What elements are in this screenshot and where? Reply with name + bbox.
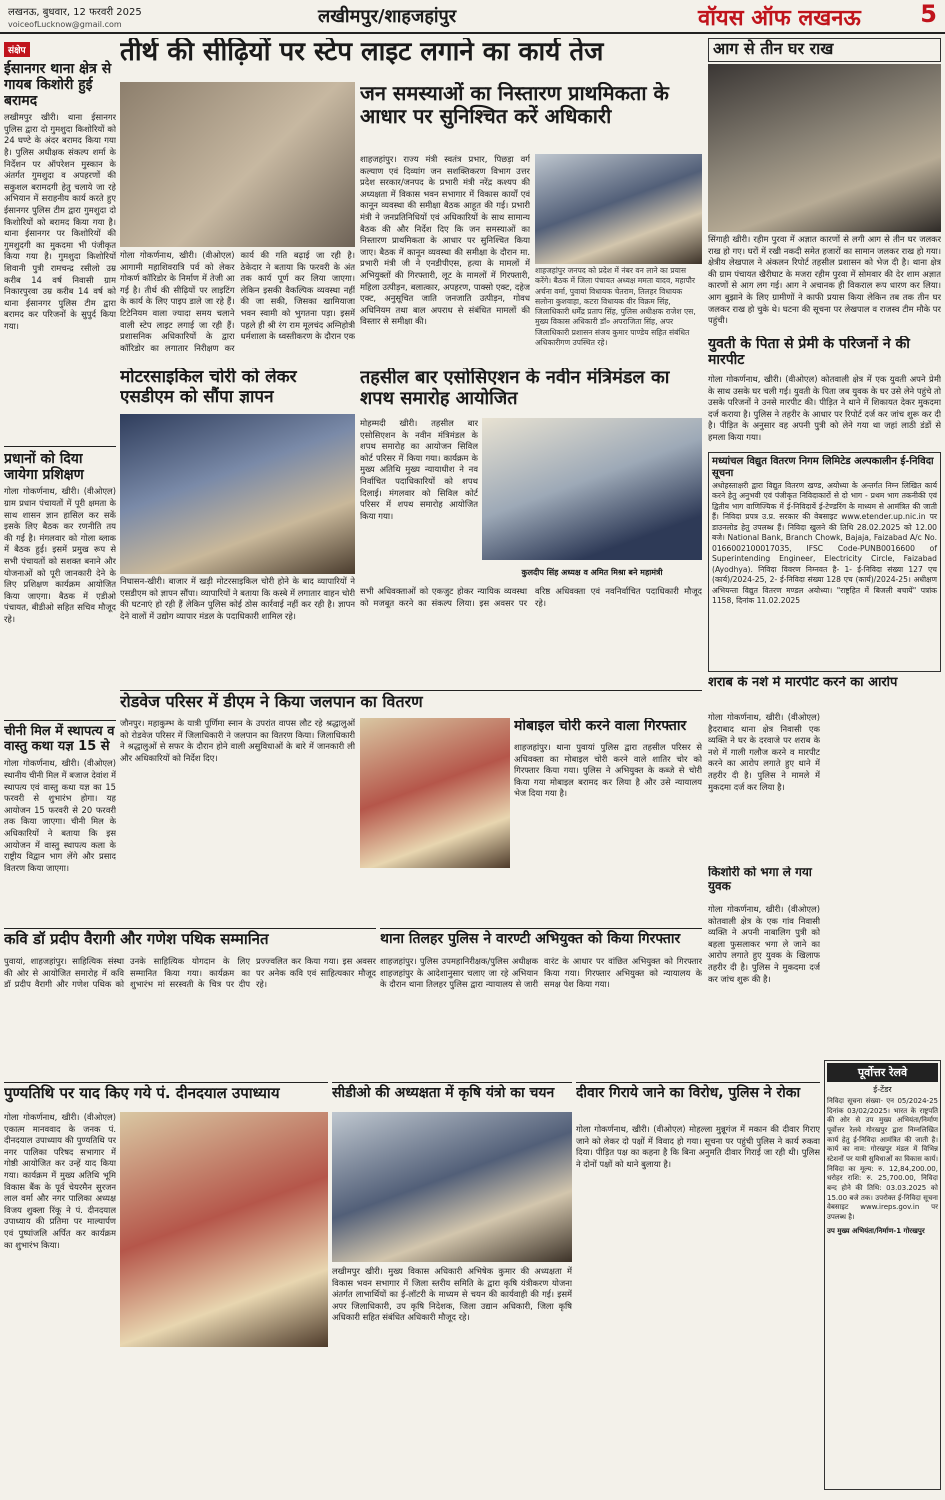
deendayal-headline-wrap: [4, 1082, 328, 1110]
railway-subtitle: ई-टेंडर: [873, 1085, 892, 1094]
samasya-body: शाहजहांपुर। राज्य मंत्री स्वतंत्र प्रभार, पिछड़ा वर्ग कल्याण एवं दिव्यांग जन सशक्तिकरण विभाग उत्तर प्रदेश सरकार/जनपद के प्रभारी मंत्री नरेंद्र कश्यप की अध्यक्षता में विकास भवन सभागार में विकास कार्यों एवं कानून व्यवस्था की समीक्षा बैठक आहूत की गई। प्रभारी मंत्री ने जनप्रतिनिधियों एवं अधिकारियों के साथ सामान्य बैठक की और निर्देश दिए कि जन समस्याओं का निस्तारण प्राथमिकता के आधार पर सुनिश्चित किया जाए। बैठक में कानून व्यवस्था की समीक्षा के दौरान मा. प्रभारी मंत्री जी ने एनडीपीएस, हत्या के मामलों में अभियुक्तों की गिरफ्तारी, लूट के मामलों में गिरफ्तारी, महिला उत्पीड़न, बलात्कार, अपहरण, पाक्सो एक्ट, दहेज एक्ट, अनुसूचित जाति जनजाति उत्पीड़न, गोवध अधिनियम तथा बाल अपराध से संबंधित मामलों की विस्तार से समीक्षा की।: [360, 154, 530, 327]
youth-headline: युवती के पिता से प्रेमी के परिजनों ने की मारपीट: [708, 336, 910, 369]
railway-footer: उप मुख्य अभियंता/निर्माण-1 गोरखपुर: [827, 1226, 925, 1235]
deewar-body: गोला गोकर्णनाथ, खीरी। (वीओएल) मोहल्ला मुन्नूगंज में मकान की दीवार गिराए जाने को लेकर दो पक्षों में विवाद हो गया। सूचना पर पहुंची पुलिस ने कार्य रुकवा दिया। पीड़ित पक्ष का कहना है कि बिना अनुमति दीवार गिराई जा रही थी। पुलिस ने दोनों पक्षों को थाने बुलाया है।: [576, 1124, 820, 1169]
brief-1-body: लखीमपुर खीरी। थाना ईसानगर पुलिस द्वारा दो गुमशुदा किशोरियों को 24 घण्टे के अंदर बरामद किया गया है। पुलिस अधीक्षक संकल्प शर्मा के निर्देशन पर ऑपरेशन मुस्कान के अंतर्गत गुमशुदा व अपहरणों की सकुशल बरामदगी हेतु चलाये जा रहे अभियान में सराहनीय कार्य करते हुए ईसानगर पुलिस टीम द्वारा गुमशुदा दो किशोरियों को बरामद किया गया है। थाना ईसानगर पर किशोरियों की गुमशुदगी का मुकदमा भी पंजीकृत किया गया है। गुमशुदा किशोरियों शिवानी पुत्री रामचन्द्र रसीलो उम्र करीब 14 वर्ष निवासी ग्राम निकारपुरवा उम्र करीब 14 वर्ष को थाना ईसानगर पुलिस टीम द्वारा बरामद कर परिजनों के सुपुर्द किया गया।: [4, 112, 116, 331]
sharab-headline-wrap: [708, 676, 941, 710]
samasya-caption: शाहजहांपुर जनपद को प्रदेश में नंबर वन लाने का प्रयास करेंगे। बैठक में जिला पंचायत अध्यक्ष ममता यादव, महापौर अर्चना वर्मा, पुवायां विधायक चेतराम, तिलहर विधायक सलोना कुशवाहा, कटरा विधायक वीर विक्रम सिंह, जिलाधिकारी धर्मेंद्र प्रताप सिंह, पुलिस अधीक्षक राजेश एस, मुख्य विकास अधिकारी डॉ० अपराजिता सिंह, अपर जिलाधिकारी प्रशासन संजय कुमार पाण्डेय सहित संबंधित अधिकारीगण उपस्थित रहे।: [535, 266, 696, 347]
tender-title: मध्यांचल विद्युत वितरण निगम लिमिटेड अल्पकालीन ई-निविदा सूचना: [712, 456, 934, 479]
motorcycle-headline-wrap: [120, 368, 355, 412]
sharab-headline: शराब के नशे में मारपीट करने का आरोप: [708, 676, 898, 690]
briefs-column: [4, 38, 116, 1038]
roadways-headline: रोडवेज परिसर में डीएम ने किया जलपान का वितरण: [120, 692, 423, 711]
fire-photo: [708, 64, 941, 232]
tilhar-body: शाहजहांपुर। पुलिस उपमहानिरीक्षक/पुलिस अधीक्षक शाहजहांपुर के आदेशानुसार चलाए जा रहे अभियान के दौरान थाना तिलहर पुलिस द्वारा न्यायालय से जारी वारंट के आधार पर वांछित अभियुक्त को गिरफ्तार किया गया। गिरफ्तार अभियुक्त को न्यायालय के समक्ष पेश किया गया।: [380, 956, 702, 990]
lead-story-headline: तीर्थ की सीढ़ियों पर स्टेप लाइट लगाने का कार्य तेज: [120, 38, 604, 67]
tehsil-caption-wrap: [482, 560, 702, 584]
railway-title: पूर्वोत्तर रेलवे: [827, 1063, 938, 1082]
kishori-body: गोला गोकर्णनाथ, खीरी। (वीओएल) कोतवाली क्षेत्र के एक गांव निवासी व्यक्ति ने अपनी नाबालिग पुत्री को बहला फुसलाकर भगा ले जाने का आरोप लगाते हुए युवक के खिलाफ तहरीर दी है। पुलिस ने मुकदमा दर्ज कर जांच शुरू की है।: [708, 904, 820, 984]
deendayal-body: गोला गोकर्णनाथ, खीरी। (वीओएल) एकात्म मानववाद के जनक पं. दीनदयाल उपाध्याय की पुण्यतिथि पर नगर पालिका परिषद सभागार में गोष्ठी आयोजित कर उन्हें याद किया गया। कार्यक्रम में मुख्य अतिथि भूमि विकास बैंक के पूर्व चेयरमैन सुरजन लाल वर्मा और नगर पालिका अध्यक्ष विजय शुक्ला रिंकू ने पं. दीनदयाल उपाध्याय की प्रतिमा पर माल्यार्पण एवं पुष्पांजलि अर्पित कर कार्यक्रम का शुभारंभ किया।: [4, 1112, 116, 1250]
section-title: लखीमपुर/शाहजहांपुर: [318, 6, 457, 27]
tehsil-headline: तहसील बार एसोसिएशन के नवीन मंत्रिमंडल का शपथ समारोह आयोजित: [360, 368, 670, 409]
cdo-headline-wrap: [332, 1082, 572, 1110]
tehsil-photo: [482, 418, 702, 560]
tehsil-body-2: सभी अधिवक्ताओं को एकजुट होकर न्यायिक व्यवस्था को मजबूत करने का संकल्प लिया। इस अवसर पर वरिष्ठ अधिवक्ता एवं नवनिर्वाचित पदाधिकारी मौजूद रहे।: [360, 586, 702, 608]
samasya-headline: जन समस्याओं का निस्तारण प्राथमिकता के आधार पर सुनिश्चित करें अधिकारी: [360, 82, 669, 128]
samasya-headline-wrap: [360, 82, 700, 152]
roadways-photo: [360, 718, 510, 868]
tehsil-body: मोहम्मदी खीरी। तहसील बार एसोसिएशन के नवीन मंत्रिमंडल के शपथ समारोह का आयोजन सिविल कोर्ट परिसर में किया गया। कार्यक्रम के मुख्य अतिथि मुख्य न्यायाधीश ने नव निर्वाचित पदाधिकारियों को शपथ दिलाई। मंगलवार को सिविल कोर्ट परिसर में शपथ समारोह आयोजित किया गया।: [360, 418, 478, 521]
mobile-body: शाहजहांपुर। थाना पुवायां पुलिस द्वारा तहसील परिसर से अधिवक्ता का मोबाइल चोरी करने वाले शातिर चोर को गिरफ्तार किया गया। पुलिस ने अभियुक्त के कब्जे से चोरी किया गया मोबाइल बरामद कर लिया है और उसे न्यायालय भेज दिया गया है।: [514, 742, 702, 799]
railway-notice: [824, 1060, 941, 1490]
deendayal-photo: [120, 1112, 328, 1347]
brand-logo: वॉयस ऑफ लखनऊ: [698, 6, 861, 31]
cdo-body: लखीमपुर खीरी। मुख्य विकास अधिकारी अभिषेक कुमार की अध्यक्षता में विकास भवन सभागार में जिला स्तरीय समिति के द्वारा कृषि यंत्रीकरण योजना अंतर्गत लाभार्थियों का ई-लॉटरी के माध्यम से चयन की कार्यवाही की गई। इसमें अपर जिलाधिकारी, उप कृषि निदेशक, जिला उद्यान अधिकारी, जिला कृषि अधिकारी सहित संबंधित अधिकारी मौजूद रहे।: [332, 1266, 572, 1323]
railway-body: निविदा सूचना संख्या- एन 05/2024-25 दिनांक 03/02/2025। भारत के राष्ट्रपति की ओर से उप मुख्य अभियंता/निर्माण पूर्वोत्तर रेलवे गोरखपुर द्वारा निम्नलिखित कार्य हेतु ई-निविदा आमंत्रित की जाती है। कार्य का नाम: गोरखपुर मंडल में विभिन्न स्टेशनों पर यात्री सुविधाओं का विकास कार्य। निविदा का मूल्य: रु. 12,84,200.00, धरोहर राशि: रु. 25,700.00, निविदा बन्द होने की तिथि: 03.03.2025 को 15.00 बजे तक। उपरोक्त ई-निविदा सूचना वेबसाइट www.ireps.gov.in पर उपलब्ध है।: [827, 1097, 938, 1221]
deewar-headline-wrap: [576, 1082, 820, 1122]
fire-headline-box: [708, 38, 941, 62]
tehsil-caption: कुलदीप सिंह अध्यक्ष व अमित मिश्रा बने महामंत्री: [521, 568, 663, 577]
brief-3-headline: चीनी मिल में स्थापत्य व वास्तु कथा यज्ञ 15 से: [4, 724, 115, 755]
kavi-body: पुवायां, शाहजहांपुर। साहित्यिक संस्था की ओर से आयोजित समारोह में कवि डॉ प्रदीप वैरागी और गणेश पथिक को उनके साहित्यिक योगदान के लिए सम्मानित किया गया। कार्यक्रम का शुभारंभ मां सरस्वती के चित्र पर दीप प्रज्ज्वलित कर किया गया। इस अवसर पर अनेक कवि एवं साहित्यकार मौजूद रहे।: [4, 956, 376, 990]
kishori-headline: किशोरी को भगा ले गया युवक: [708, 866, 812, 893]
kavi-headline: कवि डॉ प्रदीप वैरागी और गणेश पथिक सम्मानित: [4, 930, 269, 948]
lead-story-photo: [120, 82, 355, 247]
lead-story-body: गोला गोकर्णनाथ, खीरी। (वीओएल) आगामी महाशिवरात्रि पर्व को लेकर गोकर्ण कॉरिडोर के निर्माण में तेजी आ गई है। तीर्थ की सीढ़ियों पर लाइटिंग के कार्य के लिए पाइप डाले जा रहे हैं। टिटेनियम वाला ज्यादा समय चलाने वाली स्टेप लाइट लगाई जा रही हैं। प्रशासनिक अधिकारियों के द्वारा कॉरिडोर का लगातार निरीक्षण कर कार्य की गति बढ़ाई जा रही है। ठेकेदार ने बताया कि फरवरी के अंत तक कार्य पूर्ण कर लिया जाएगा। लेकिन इसकी वैकल्पिक व्यवस्था नहीं की जा सकी, जिसका खामियाजा भवन स्वामी को भुगतना पड़ा। इसमें पहले ही श्री रंग राम मूलचंद अग्निहोत्री धर्मशाला के ध्वस्तीकरण के दौरान एक: [120, 250, 355, 353]
tender-notice: [708, 452, 941, 672]
youth-body: गोला गोकर्णनाथ, खीरी। (वीओएल) कोतवाली क्षेत्र में एक युवती अपने प्रेमी के साथ उसके घर चली गई। युवती के पिता जब युवक के घर उसे लेने पहुंचे तो उसके परिजनों ने उनसे मारपीट की। पीड़ित ने थाने में शिकायत देकर मुकदमा दर्ज कराया है। पुलिस ने तहरीर के आधार पर रिपोर्ट दर्ज कर जांच शुरू कर दी है। पीड़ित के अनुसार वह अपनी पुत्री को लेने गया था जहां लाठी डंडों से हमला किया गया।: [708, 374, 941, 442]
tehsil-headline-wrap: [360, 368, 702, 416]
lead-story-headline-wrap: [120, 38, 702, 80]
fire-body: सिंगाही खीरी। रहीम पुरवा में अज्ञात कारणों से लगी आग से तीन घर जलकर राख हो गए। घरों में रखी नकदी समेत हजारों का सामान जलकर राख हो गया। क्षेत्रीय लेखपाल ने अंकलन रिपोर्ट तहसील प्रशासन को भेज दी है। थाना क्षेत्र की ग्राम पंचायत खैरीघाट के मजरा रहीम पुरवा में सोमवार की देर शाम अज्ञात कारणों से आग लग गई। आग ने अचानक ही विकराल रूप धारण कर लिया। आग बुझाने के लिए ग्रामीणों ने काफी प्रयास किया लेकिन तब तक तीन घर जलकर राख हो चुके थे। घटना की सूचना पर लेखपाल व राजस्व टीम मौके पर पहुंची।: [708, 234, 941, 326]
tilhar-headline: थाना तिलहर पुलिस ने वारण्टी अभियुक्त को किया गिरफ्तार: [380, 931, 681, 947]
mobile-headline-wrap: [514, 718, 702, 740]
youth-headline-wrap: [708, 336, 941, 372]
motorcycle-photo: [120, 414, 355, 574]
roadways-headline-wrap: [120, 690, 702, 716]
samasya-photo: [535, 154, 702, 264]
deewar-headline: दीवार गिराये जाने का विरोध, पुलिस ने रोका: [576, 1085, 801, 1101]
motorcycle-body: निघासन-खीरी। बाजार में खड़ी मोटरसाइकिल चोरी होने के बाद व्यापारियों ने एसडीएम को ज्ञापन सौंपा। व्यापारियों ने बताया कि कस्बे में लगातार वाहन चोरी की घटनाएं हो रही हैं लेकिन पुलिस कोई ठोस कार्रवाई नहीं कर रही है। ज्ञापन देने वालों में उद्योग व्यापार मंडल के पदाधिकारी शामिल रहे।: [120, 576, 355, 621]
cdo-photo: [332, 1112, 572, 1262]
brief-1-headline: ईसानगर थाना क्षेत्र से गायब किशोरी हुई बरामद: [4, 61, 112, 110]
kishori-headline-wrap: [708, 866, 820, 902]
masthead: [0, 0, 945, 34]
contact-email[interactable]: voiceofLucknow@gmail.com: [8, 20, 122, 29]
roadways-body: जौनपुर। महाकुम्भ के यात्री पूर्णिमा स्नान के उपरांत वापस लौट रहे श्रद्धालुओं को रोडवेज परिसर में जिलाधिकारी ने जलपान का वितरण किया। जिलाधिकारी ने श्रद्धालुओं से सफर के दौरान होने वाली असुविधाओं के बारे में जानकारी ली और अधिकारियों को निर्देश दिए।: [120, 718, 355, 763]
brief-3-body: गोला गोकर्णनाथ, खीरी। (वीओएल) स्थानीय चीनी मिल में बजाज देवांश में स्थापत्य एवं वास्तु कथा यज्ञ का 15 फरवरी से शुभारंभ होगा। यह आयोजन 15 फरवरी से 20 फरवरी तक किया जाएगा। चीनी मिल के अधिकारियों ने बताया कि इस आयोजन में वास्तु स्थापत्य कला के राष्ट्रीय विद्वान भाग लेंगे और प्रसाद वितरण किया जाएगा।: [4, 758, 116, 873]
tilhar-headline-wrap: [380, 928, 702, 954]
cdo-headline: सीडीओ की अध्यक्षता में कृषि यंत्रो का चयन: [332, 1085, 555, 1101]
motorcycle-headline: मोटरसाइकिल चोरी को लेकर एसडीएम को सौंपा ज्ञापन: [120, 368, 297, 407]
kavi-headline-wrap: [4, 928, 376, 954]
sharab-body: गोला गोकर्णनाथ, खीरी। (वीओएल) हैदराबाद थाना क्षेत्र निवासी एक व्यक्ति ने घर के दरवाजे पर शराब के नशे में गाली गलौज करने व मारपीट करने का आरोप लगाते हुए थाने में तहरीर दी है। पुलिस ने मामले में मुकदमा दर्ज कर लिया है।: [708, 712, 820, 792]
briefs-kicker: संक्षेप: [4, 42, 30, 57]
fire-headline: आग से तीन घर राख: [713, 39, 834, 58]
brief-2-body: गोला गोकर्णनाथ, खीरी। (वीओएल) ग्राम प्रधान पंचायतों में पूरी क्षमता के साथ शासन ज्ञान हासिल कर सकें इसके लिए बैठक कर रणनीति तय की गई है। मंगलवार को गोला ब्लाक में बैठक हुई। इसमें प्रमुख रूप से सभी पंचायतों को सशक्त बनाने और योजनाओं को पूरी जानकारी देने के लिए प्रशिक्षण कार्यक्रम आयोजित किया जाएगा। बैठक में एडीओ पंचायत, बीडीओ सहित सचिव मौजूद रहे।: [4, 486, 116, 624]
tender-body: अधोहस्ताक्षरी द्वारा विद्युत वितरण खण्ड, अयोध्या के अन्तर्गत निम्न लिखित कार्य करने हेतु अनुभवी एवं पंजीकृत निविदाकारों से दो भाग - प्रथम भाग तकनीकी एवं द्वितीय भाग वाणिज्यिक में ई-निविदायें ई-टेण्डरिंग के माध्यम से आमंत्रित की जाती हैं। निविदा प्रपत्र उ.प्र. सरकार की वेबसाइट www.etender.up.nic.in पर डाउनलोड हेतु उपलब्ध हैं। निविदा खुलने की तिथि 28.02.2025 को 12.00 बजे। National Bank, Branch Chowk, Bajaja, Faizabad A/c No. 0166002100017035, IFSC Code-PUNB0016600 of Superintending Engineer, Electricity Circle, Faizabad (Ayodhya). निविदा विवरण निम्नवत है- 1- ई-निविदा संख्या 127 एच (कार्य)/2024-25, 2- ई-निविदा संख्या 128 एच (कार्य)/2024-25। अधीक्षण अभियन्ता विद्युत वितरण मण्डल अयोध्या। "राष्ट्रहित में बिजली बचायें" पत्रांक 1158, दिनांक 11.02.2025: [712, 481, 937, 606]
mobile-headline: मोबाइल चोरी करने वाला गिरफ्तार: [514, 718, 687, 734]
brief-2-headline: प्रधानों को दिया जायेगा प्रशिक्षण: [4, 451, 84, 484]
issue-date: लखनऊ, बुधवार, 12 फरवरी 2025: [8, 7, 142, 18]
deendayal-headline: पुण्यतिथि पर याद किए गये पं. दीनदयाल उपाध्याय: [4, 1084, 280, 1102]
page-number: 5: [920, 0, 937, 28]
